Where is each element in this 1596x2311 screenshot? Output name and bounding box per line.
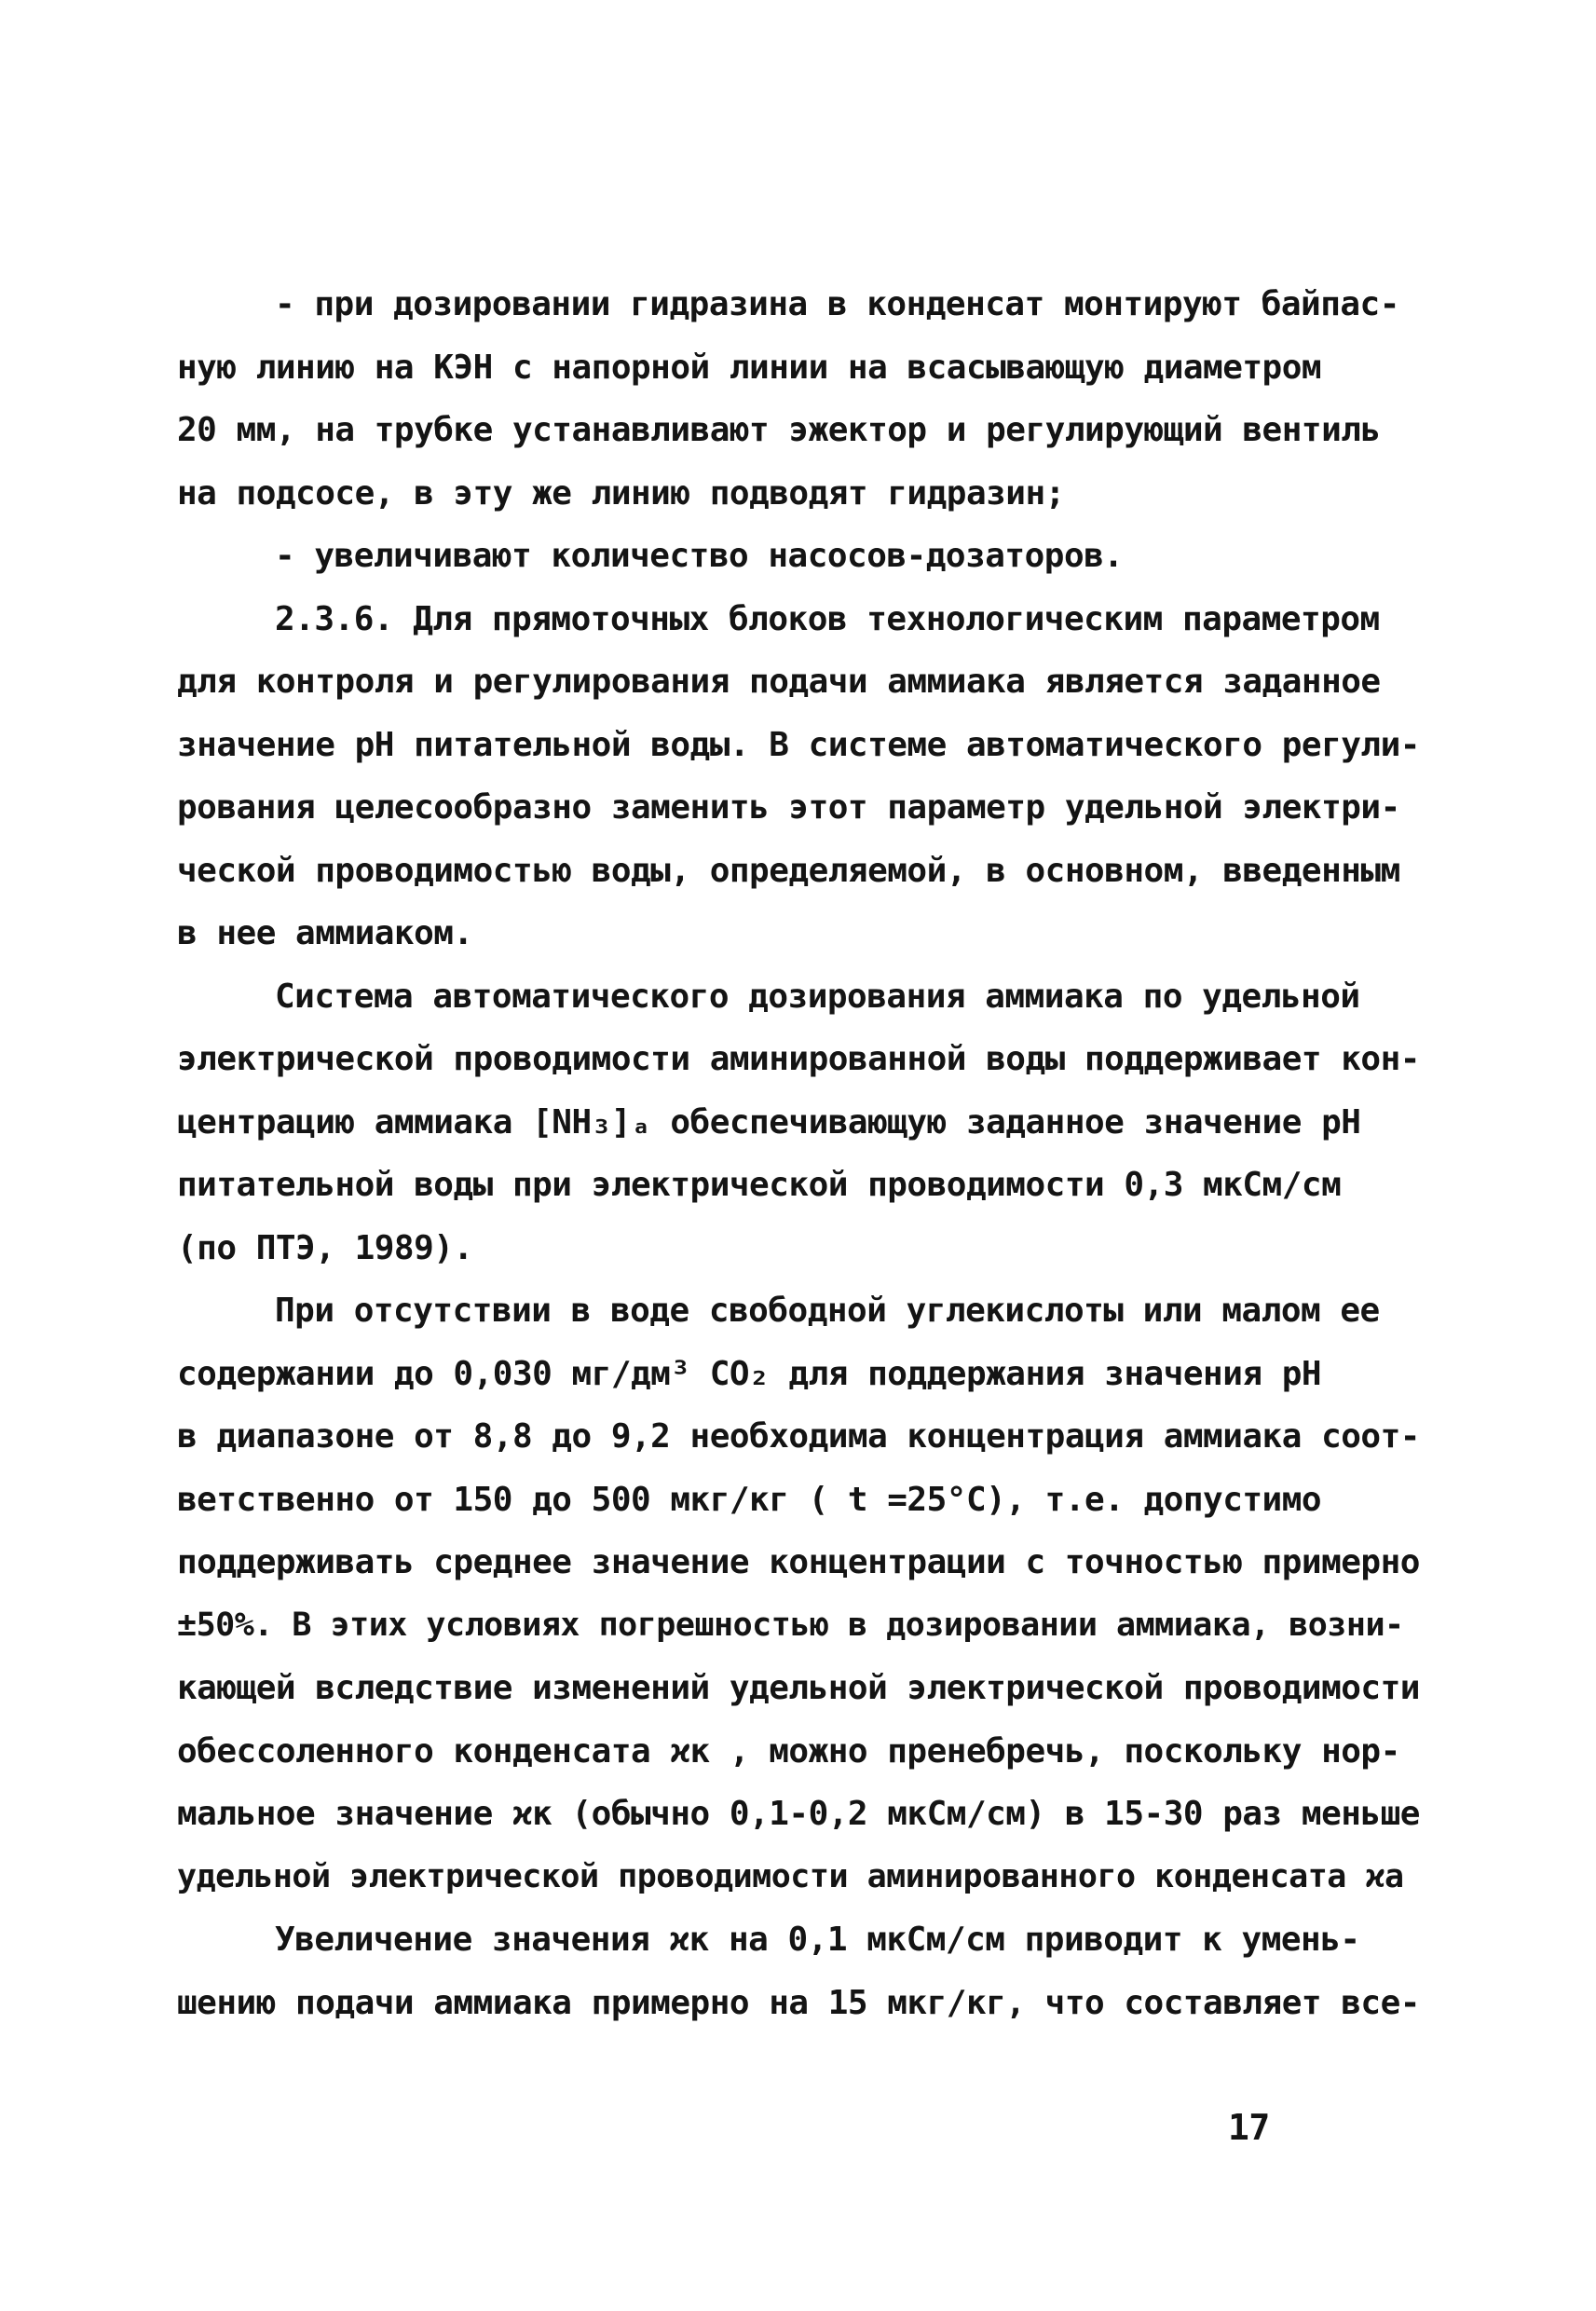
text-line: ±50%. В этих условиях погрешностью в дозировании аммиака, возни- — [177, 1606, 1404, 1644]
text-line: При отсутствии в воде свободной углекислоты или малом ее — [275, 1292, 1380, 1330]
text-line: центрацию аммиака [NH₃]ₐ обеспечивающую заданное значение рН — [177, 1102, 1361, 1142]
text-line: электрической проводимости аминированной воды поддерживает кон- — [177, 1040, 1420, 1078]
text-line: (по ПТЭ, 1989). — [177, 1228, 473, 1267]
text-line: ческой проводимостью воды, определяемой, в основном, введенным — [177, 851, 1400, 890]
text-line: 20 мм, на трубке устанавливают эжектор и регулирующий вентиль — [177, 411, 1381, 449]
text-line: значение рН питательной воды. В системе автоматического регули- — [177, 725, 1420, 764]
text-line: - увеличивают количество насосов-дозаторов. — [275, 537, 1124, 575]
text-line: содержании до 0,030 мг/дм³ CO₂ для поддержания значения рН — [177, 1354, 1322, 1393]
text-line: поддерживать среднее значение концентрации с точностью примерно — [177, 1543, 1420, 1581]
text-line: удельной электрической проводимости аминированного конденсата ϰа — [177, 1857, 1404, 1895]
text-line: в диапазоне от 8,8 до 9,2 необходима концентрация аммиака соот- — [177, 1417, 1420, 1456]
text-line: Система автоматического дозирования аммиака по удельной — [275, 977, 1360, 1016]
body-text — [177, 273, 1425, 2034]
text-line: - при дозировании гидразина в конденсат монтируют байпас- — [275, 285, 1399, 323]
text-line: мальное значение ϰк (обычно 0,1-0,2 мкСм/см) в 15-30 раз меньше — [177, 1795, 1420, 1833]
text-line: ветственно от 150 до 500 мкг/кг ( t =25°C), т.е. допустимо — [177, 1480, 1322, 1519]
text-line: кающей вследствие изменений удельной электрической проводимости — [177, 1669, 1420, 1707]
text-line: ную линию на КЭН с напорной линии на всасывающую диаметром — [177, 348, 1322, 387]
text-line: 2.3.6. Для прямоточных блоков технологическим параметром — [275, 599, 1380, 638]
text-line: шению подачи аммиака примерно на 15 мкг/кг, что составляет все- — [177, 1983, 1420, 2022]
page-number: 17 — [1228, 2107, 1270, 2148]
text-line: питательной воды при электрической проводимости 0,3 мкСм/см — [177, 1166, 1342, 1204]
text-line: обессоленного конденсата ϰк , можно пренебречь, поскольку нор- — [177, 1731, 1400, 1771]
text-line: Увеличение значения ϰк на 0,1 мкСм/см приводит к умень- — [275, 1921, 1360, 1959]
text-line: в нее аммиаком. — [177, 914, 473, 952]
text-line: для контроля и регулирования подачи аммиака является заданное — [177, 663, 1381, 701]
text-line: на подсосе, в эту же линию подводят гидразин; — [177, 473, 1065, 513]
text-line: рования целесообразно заменить этот параметр удельной электри- — [177, 788, 1400, 827]
